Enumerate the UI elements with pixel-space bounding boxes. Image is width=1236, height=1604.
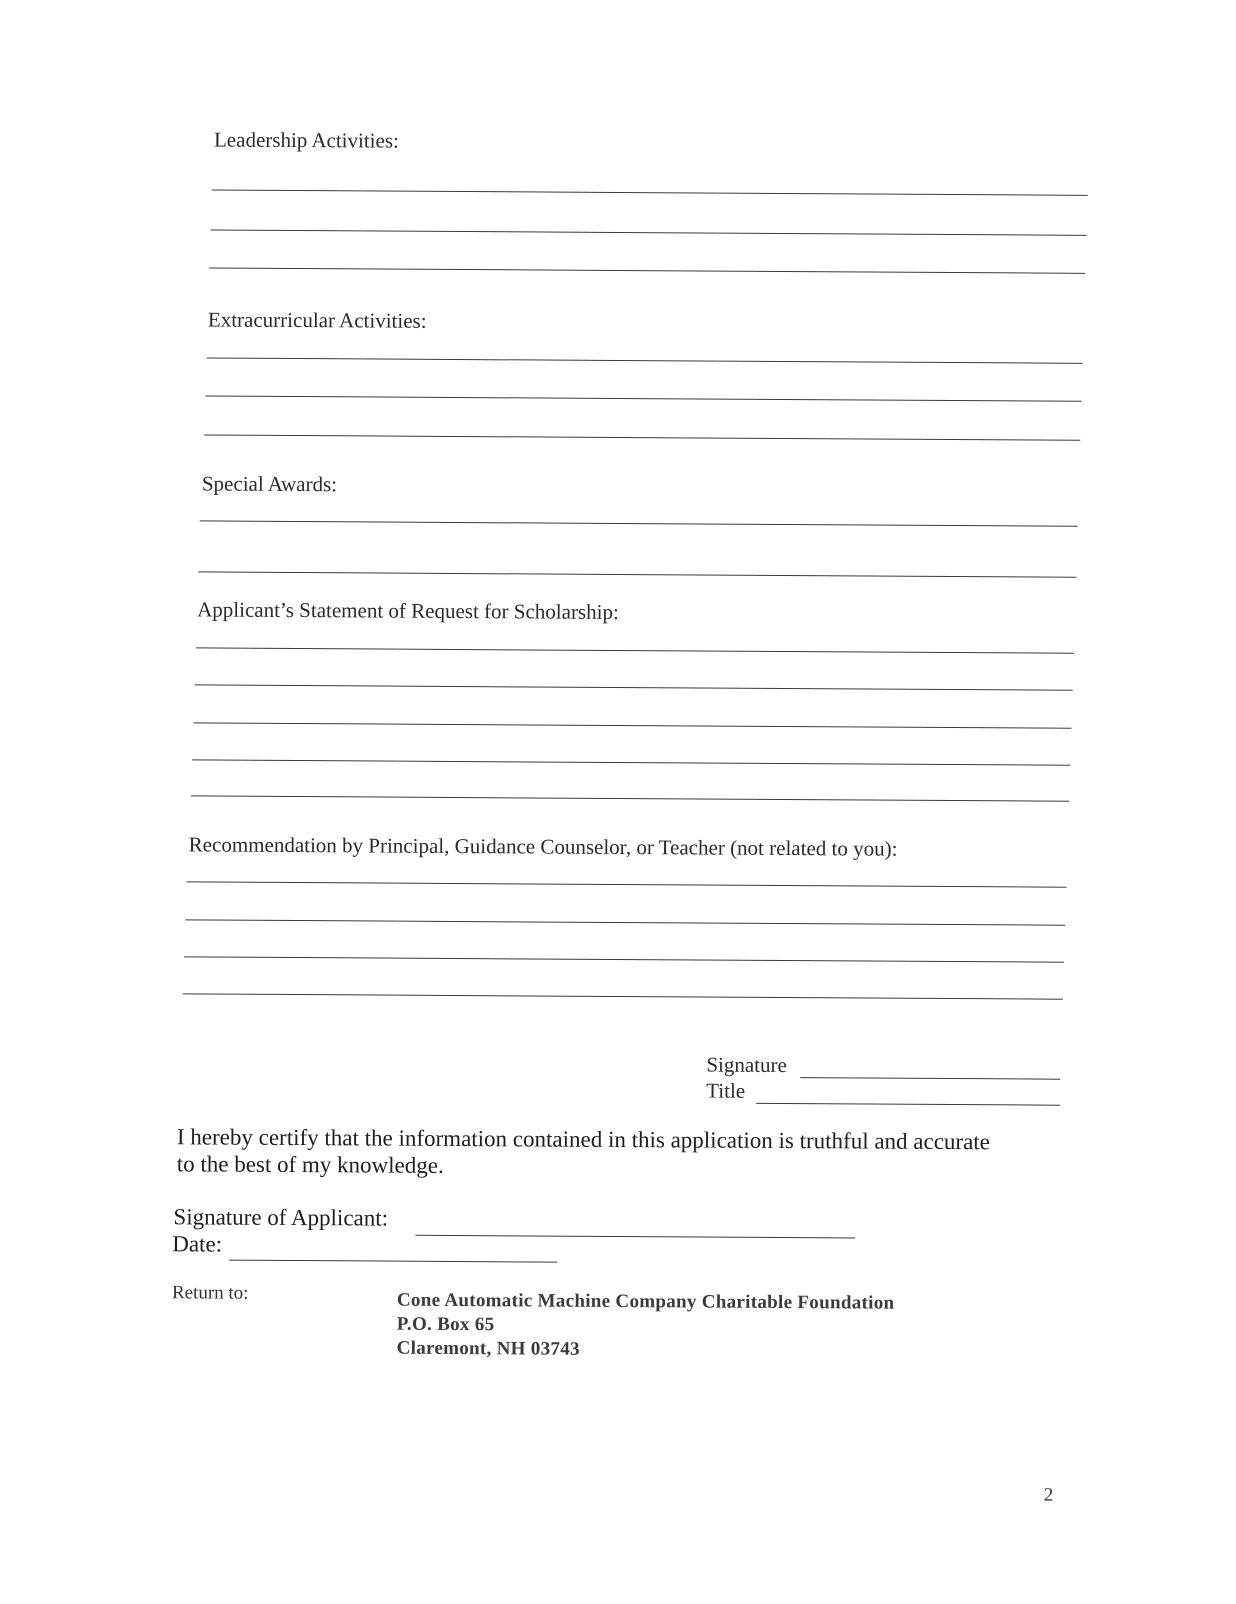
statement-line-3[interactable] bbox=[193, 722, 1071, 728]
recommendation-line-4[interactable] bbox=[183, 993, 1063, 999]
page-number: 2 bbox=[1043, 1484, 1054, 1506]
recommender-title-label: Title bbox=[706, 1078, 746, 1103]
extracurricular-activities-label: Extracurricular Activities: bbox=[207, 307, 427, 333]
recommender-signature-label: Signature bbox=[706, 1052, 787, 1078]
certification-line-2: to the best of my knowledge. bbox=[176, 1151, 444, 1178]
applicant-signature-line[interactable] bbox=[415, 1235, 855, 1239]
applicant-date-line[interactable] bbox=[229, 1260, 557, 1263]
statement-line-1[interactable] bbox=[196, 647, 1074, 653]
return-to-label: Return to: bbox=[171, 1282, 249, 1304]
leadership-line-1[interactable] bbox=[212, 189, 1088, 195]
awards-line-2[interactable] bbox=[198, 571, 1076, 577]
certification-statement bbox=[177, 1123, 1077, 1182]
recommendation-line-3[interactable] bbox=[184, 956, 1064, 962]
awards-line-1[interactable] bbox=[200, 520, 1078, 526]
statement-label: Applicant’s Statement of Request for Scholarship: bbox=[197, 597, 619, 624]
certification-line-1: I hereby certify that the information contained in this application is truthful and accurate bbox=[176, 1124, 991, 1155]
leadership-line-3[interactable] bbox=[209, 267, 1085, 273]
extracurricular-line-3[interactable] bbox=[204, 434, 1080, 440]
foundation-name: Cone Automatic Machine Company Charitable Foundation bbox=[396, 1289, 895, 1314]
return-address bbox=[397, 1289, 895, 1364]
leadership-line-2[interactable] bbox=[210, 229, 1086, 235]
statement-line-4[interactable] bbox=[192, 759, 1070, 765]
extracurricular-line-1[interactable] bbox=[207, 357, 1083, 363]
leadership-activities-label: Leadership Activities: bbox=[213, 127, 399, 153]
extracurricular-line-2[interactable] bbox=[205, 395, 1081, 401]
city-state-zip: Claremont, NH 03743 bbox=[396, 1337, 580, 1360]
po-box: P.O. Box 65 bbox=[396, 1313, 495, 1336]
recommendation-line-1[interactable] bbox=[186, 881, 1066, 887]
recommendation-line-2[interactable] bbox=[185, 919, 1065, 925]
recommendation-label: Recommendation by Principal, Guidance Counselor, or Teacher (not related to you): bbox=[188, 832, 898, 861]
statement-line-2[interactable] bbox=[195, 684, 1073, 690]
applicant-date-label: Date: bbox=[172, 1231, 223, 1257]
applicant-signature-label: Signature of Applicant: bbox=[173, 1204, 389, 1231]
statement-line-5[interactable] bbox=[191, 795, 1069, 801]
special-awards-label: Special Awards: bbox=[201, 471, 338, 497]
recommender-signature-line[interactable] bbox=[800, 1077, 1060, 1080]
recommender-title-line[interactable] bbox=[756, 1103, 1060, 1106]
